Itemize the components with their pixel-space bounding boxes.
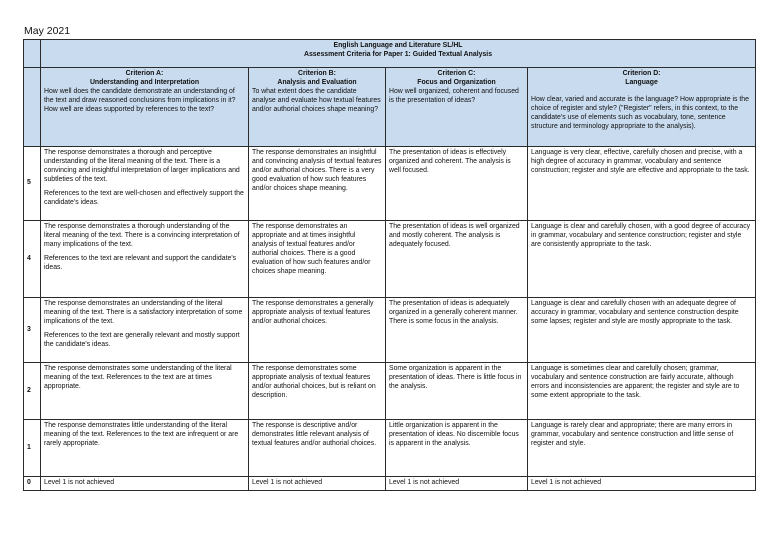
level-number: 0	[24, 477, 41, 491]
criterion-b-descriptor: The response demonstrates an appropriate and at times insightful analysis of textual features and/or authorial choices. There is a good evaluation of how such features and/or choices shape meaning.	[249, 221, 386, 298]
criterion-c-descriptor: Level 1 is not achieved	[386, 477, 528, 491]
table-title: English Language and Literature SL/HL	[333, 42, 463, 49]
criterion-a-header	[41, 68, 249, 147]
descriptor-text: The response demonstrates an understanding of the literal meaning of the text. There is a satisfactory interpretation of some implications of the text.	[44, 300, 243, 325]
criterion-d-descriptor: Level 1 is not achieved	[528, 477, 756, 491]
level-number: 3	[24, 298, 41, 363]
criterion-name: Understanding and Interpretation	[89, 78, 200, 86]
level-number: 1	[24, 420, 41, 477]
criterion-d-descriptor: Language is rarely clear and appropriate; there are many errors in grammar, vocabulary and sentence construction and little sense of register and style.	[528, 420, 756, 477]
criterion-b-descriptor: The response demonstrates some appropriate analysis of textual features and/or authorial choices, but is reliant on description.	[249, 363, 386, 420]
criterion-b-descriptor: The response demonstrates an insightful and convincing analysis of textual features and/or authorial choices. There is a very good evaluation of how such features and/or choices shape meaning.	[249, 147, 386, 221]
criterion-d-descriptor: Language is clear and carefully chosen with an adequate degree of accuracy in grammar, vocabulary and sentence construction despite some lapses; register and style are mostly appropriate to the task.	[528, 298, 756, 363]
criterion-question: How well does the candidate demonstrate an understanding of the text and draw reasoned conclusions from implications in it? How well are ideas supported by references to the text?	[44, 87, 236, 113]
criterion-a-descriptor: The response demonstrates some understanding of the literal meaning of the text. References to the text are at times appropriate.	[41, 363, 249, 420]
level-row-0	[24, 477, 756, 491]
criterion-a-descriptor: The response demonstrates little understanding of the literal meaning of the text. References to the text are infrequent or are rarely appropriate.	[41, 420, 249, 477]
descriptor-text: The response demonstrates a thorough and perceptive understanding of the literal meaning of the text. There is a convincing and insightful interpretation of larger implications and subtleties of the text.	[44, 149, 240, 183]
level-number: 2	[24, 363, 41, 420]
criterion-d-descriptor: Language is very clear, effective, carefully chosen and precise, with a high degree of accuracy in grammar, vocabulary and sentence construction; register and style are effective and appropriate to the task.	[528, 147, 756, 221]
table-title-row	[24, 40, 756, 68]
criterion-c-descriptor: Some organization is apparent in the presentation of ideas. There is little focus in the analysis.	[386, 363, 528, 420]
criterion-title: Criterion A:	[125, 70, 164, 77]
descriptor-reference-text: References to the text are well-chosen and effectively support the candidate's ideas.	[44, 189, 244, 206]
level-row-1	[24, 420, 756, 477]
table-title-cell	[41, 40, 756, 68]
assessment-criteria-table	[23, 39, 756, 491]
level-number: 4	[24, 221, 41, 298]
level-header-cell	[24, 68, 41, 147]
criterion-b-header	[249, 68, 386, 147]
descriptor-reference-text: References to the text are generally relevant and mostly support the candidate's ideas.	[44, 331, 240, 348]
criterion-a-descriptor	[41, 221, 249, 298]
criterion-b-descriptor: The response demonstrates a generally appropriate analysis of textual features and/or authorial choices.	[249, 298, 386, 363]
criterion-c-header	[386, 68, 528, 147]
criterion-question: How clear, varied and accurate is the language? How appropriate is the choice of register and style? ("Register" refers, in this context, to the candidate's use of elements such as vocabulary, tone, sentence structure and terminology appropriate to the analysis).	[531, 95, 749, 130]
criterion-name: Focus and Organization	[417, 78, 496, 86]
criterion-title: Criterion B:	[298, 70, 336, 77]
criterion-c-descriptor: The presentation of ideas is well organized and mostly coherent. The analysis is adequately focused.	[386, 221, 528, 298]
level-row-5	[24, 147, 756, 221]
criterion-question: How well organized, coherent and focused is the presentation of ideas?	[389, 87, 519, 104]
level-row-2	[24, 363, 756, 420]
criterion-name: Analysis and Evaluation	[277, 78, 357, 86]
criterion-b-descriptor: The response is descriptive and/or demonstrates little relevant analysis of textual features and/or authorial choices.	[249, 420, 386, 477]
criterion-a-descriptor	[41, 298, 249, 363]
criterion-title: Criterion D:	[622, 70, 661, 77]
criterion-c-descriptor: Little organization is apparent in the presentation of ideas. No discernible focus is apparent in the analysis.	[386, 420, 528, 477]
criterion-title: Criterion C:	[437, 70, 476, 77]
table-subtitle: Assessment Criteria for Paper 1: Guided Textual Analysis	[304, 50, 493, 58]
criterion-question: To what extent does the candidate analyse and evaluate how textual features and/or authorial choices shape meaning?	[252, 87, 381, 113]
criterion-d-descriptor: Language is clear and carefully chosen, with a good degree of accuracy in grammar, vocabulary and sentence construction; register and style are consistently appropriate to the task.	[528, 221, 756, 298]
criterion-c-descriptor: The presentation of ideas is effectively organized and coherent. The analysis is well focused.	[386, 147, 528, 221]
criterion-a-descriptor: Level 1 is not achieved	[41, 477, 249, 491]
criterion-c-descriptor: The presentation of ideas is adequately organized in a generally coherent manner. There is some focus in the analysis.	[386, 298, 528, 363]
criterion-a-descriptor	[41, 147, 249, 221]
corner-cell	[24, 40, 41, 68]
criterion-d-descriptor: Language is sometimes clear and carefully chosen; grammar, vocabulary and sentence construction are fairly accurate, although errors and inconsistencies are apparent; the register and style are to some extent appropriate to the task.	[528, 363, 756, 420]
document-date: May 2021	[24, 25, 71, 37]
level-row-4	[24, 221, 756, 298]
level-row-3	[24, 298, 756, 363]
criterion-d-header	[528, 68, 756, 147]
criterion-b-descriptor: Level 1 is not achieved	[249, 477, 386, 491]
criteria-header-row	[24, 68, 756, 147]
criterion-name: Language	[625, 78, 658, 86]
descriptor-reference-text: References to the text are relevant and support the candidate's ideas.	[44, 254, 237, 271]
descriptor-text: The response demonstrates a thorough understanding of the literal meaning of the text. There is a convincing interpretation of many implications of the text.	[44, 223, 240, 248]
level-number: 5	[24, 147, 41, 221]
